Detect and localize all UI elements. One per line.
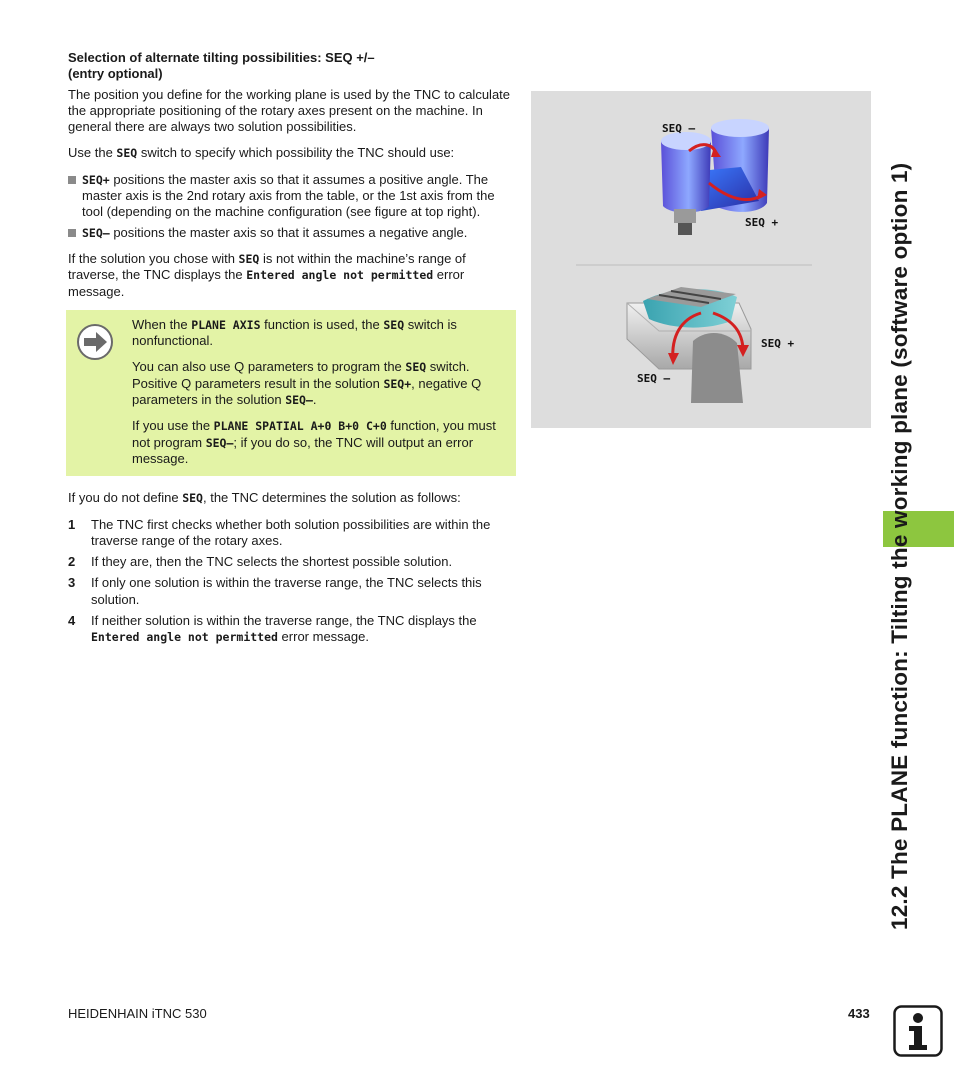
info-icon [893, 1005, 943, 1057]
footer-product: HEIDENHAIN iTNC 530 [68, 1006, 207, 1021]
tilting-table-drawing [627, 287, 751, 403]
bullet-square-icon [68, 229, 76, 237]
section-heading-line2: (entry optional) [68, 66, 163, 82]
machine-illustration [531, 91, 871, 428]
section-heading-line1: Selection of alternate tilting possibilities: SEQ +/– [68, 50, 375, 65]
main-text-column [68, 50, 514, 651]
label-seq-minus-bottom: SEQ – [637, 372, 671, 385]
bullet-seq-minus: SEQ– positions the master axis so that it assumes a negative angle. [68, 225, 514, 241]
label-seq-plus-top: SEQ + [745, 216, 779, 229]
note-paragraph-1: When the PLANE AXIS function is used, the SEQ switch is nonfunctional. [132, 316, 457, 349]
step-item: 4 If neither solution is within the traverse range, the TNC displays the Entered angle not permitted error message. [68, 613, 477, 645]
intro-paragraph: The position you define for the working plane is used by the TNC to calculate the appropriate positioning of the rotary axes present on the machine. In general there are always two solution possibilities. [68, 86, 511, 135]
machine-illustration-svg [531, 91, 871, 428]
note-paragraph-2: You can also use Q parameters to program the SEQ switch. Positive Q parameters result in the solution SEQ+, negative Q parameters in the solution SEQ–. [132, 359, 482, 408]
label-seq-minus-top: SEQ – [662, 122, 696, 135]
undefined-paragraph: If you do not define SEQ, the TNC determines the solution as follows: [68, 490, 461, 506]
page-number: 433 [848, 1006, 870, 1021]
chapter-side-title: 12.2 The PLANE function: Tilting the working plane (software option 1) [887, 162, 912, 930]
hint-note-box [66, 310, 516, 476]
section-heading [68, 50, 514, 83]
bullet-seq-plus: SEQ+ positions the master axis so that it assumes a positive angle. The master axis is the 2nd rotary axis from the table, or the 1st axis from the tool (depending on the machine configuration (see figure at top right). [68, 172, 514, 221]
step-item: 2 If they are, then the TNC selects the shortest possible solution. [68, 554, 453, 570]
bullet-square-icon [68, 176, 76, 184]
code-seq: SEQ [116, 146, 138, 161]
use-switch-paragraph: Use the SEQ switch to specify which possibility the TNC should use: [68, 145, 455, 161]
range-paragraph: If the solution you chose with SEQ is not within the machine’s range of traverse, the TNC displays the Entered angle not permitted error message. [68, 250, 466, 299]
hint-arrow-icon [76, 323, 114, 361]
note-paragraph-3: If you use the PLANE SPATIAL A+0 B+0 C+0 function, you must not program SEQ–; if you do so, the TNC will output an error message. [132, 418, 496, 466]
label-seq-plus-bottom: SEQ + [761, 337, 795, 350]
step-item: 3 If only one solution is within the traverse range, the TNC selects this solution. [68, 575, 482, 607]
step-item: 1 The TNC first checks whether both solution possibilities are within the traverse range of the rotary axes. [68, 516, 491, 548]
